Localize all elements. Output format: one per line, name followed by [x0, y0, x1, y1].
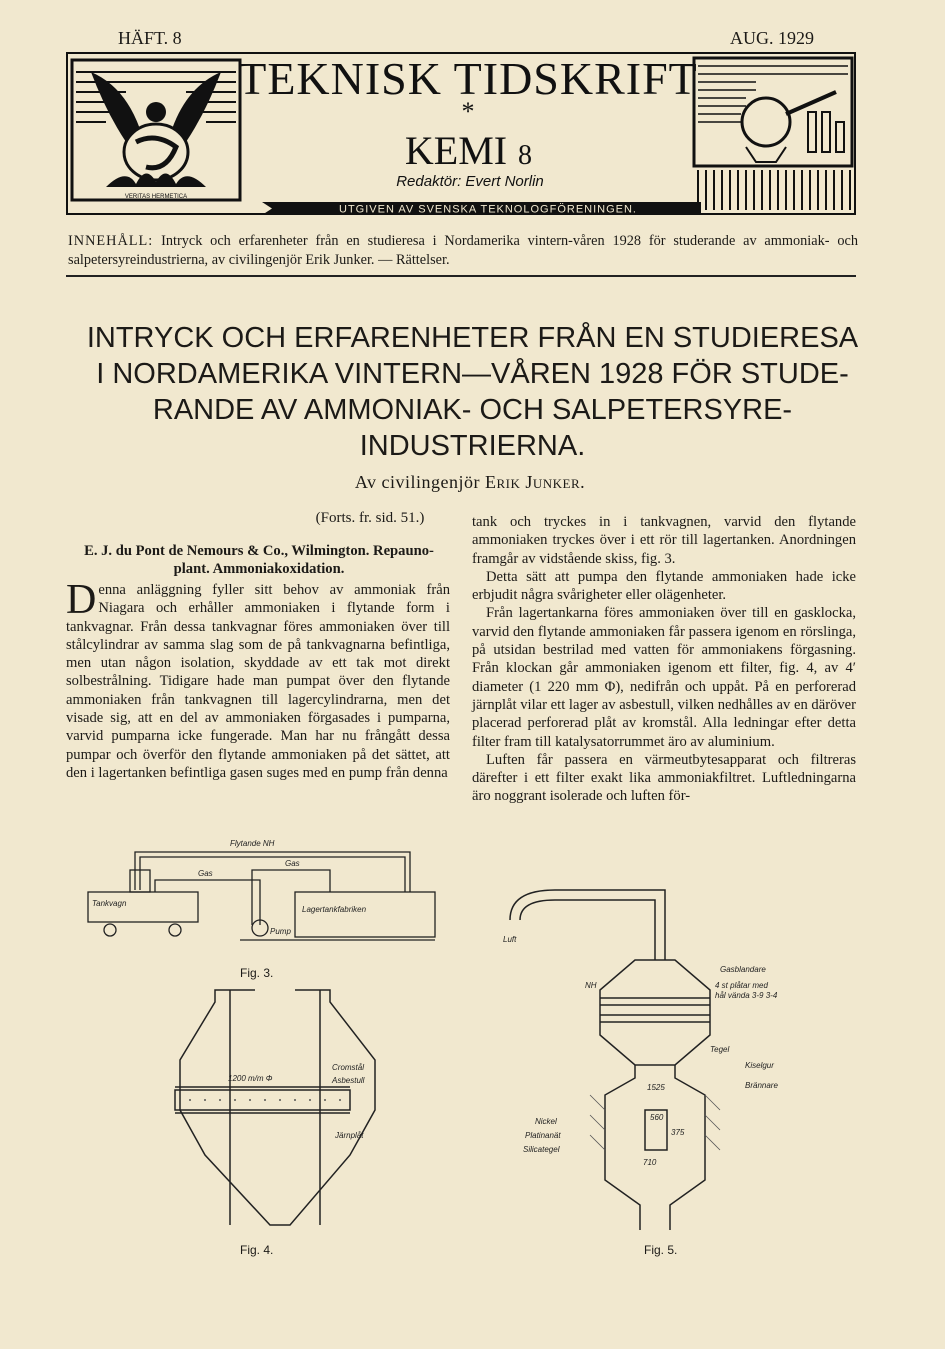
label-gauze: Gasblandare: [720, 965, 766, 974]
label-screens: 4 st plåtar med: [715, 981, 768, 990]
paragraph: tank och tryckes in i tankvagnen, varvid den flytande ammoniaken tryckes över i ett rör till lagertanken. Anordningen framgår av vidstående skiss, fig. 3.: [472, 514, 856, 567]
label-nickel: Nickel: [535, 1117, 557, 1126]
author-name: Erik Junker.: [484, 472, 586, 492]
label-asbestos: Asbestull: [332, 1076, 365, 1085]
article-title: [50, 320, 895, 464]
figure-5-diagram: [495, 880, 845, 1250]
label-nh3: NH: [585, 981, 597, 990]
paragraph: Från lagertankarna föres ammoniaken över till en gasklocka, varvid den flytande ammoniaken får passera igenom en rörslinga, på utsidan bestrilad med vatten för ammoniakens förgasning. Från klockan går ammoniaken igenom ett filter, fig. 4, av 4′ diameter (1 220 mm Φ), nedifrån och uppåt. På en perforerad järnplåt vilar ett lager av asbestull, vilken nedhålles av en däröver placerad perforerad plåt av kromstål. Alla ledningar efter detta filter fram till katalysatorrummet äro av aluminium.: [472, 605, 856, 750]
section-subheading: E. J. du Pont de Nemours & Co., Wilmington. Repauno- plant. Ammoniakoxidation.: [84, 543, 434, 577]
issue-date: AUG. 1929: [730, 28, 814, 48]
label-gas: Gas: [285, 859, 300, 868]
figure-5-caption: Fig. 5.: [644, 1243, 678, 1257]
author-line: Av civilingenjör Erik Junker.: [354, 472, 586, 492]
label-burner: Brännare: [745, 1081, 778, 1090]
section-title: KEMI: [404, 128, 508, 173]
paragraph: Detta sätt att pumpa den flytande ammoniaken hade icke erbjudit några svårigheter eller olägenheter.: [472, 568, 856, 604]
dimension-1525: 1525: [647, 1083, 665, 1092]
paragraph: enna anläggning fyller sitt behov av ammoniak från Niagara och erhåller ammoniaken i flytande form i tankvagnar. Från dessa tankvagnar föres ammoniaken över till stålcylindrar av samma slag som de på tankvagnarna befintliga, men utan någon isolation, skyddade av ett tak mot direkt solbestrålning. Tidigare hade man pumpat över den flytande ammoniaken från tankvagnen till lagercylindrarna, men det visade sig, att en del av ammoniaken förgasades i pumparna, varvid pumparna icke fungerade. Man har nu frångått dessa pumpar och överför den flytande ammoniaken på det sättet, att den i lagertanken befintliga gasen suges med en pump från denna: [66, 582, 450, 781]
figure-4-caption: Fig. 4.: [240, 1243, 274, 1257]
paragraph: Luften får passera en värmeutbytesapparat och filtreras därefter i ett filter exakt lika ammoniakfiltret. Luftledningarna äro noggrant isolerade och luften för-: [472, 751, 856, 805]
title-line: INDUSTRIERNA.: [359, 430, 586, 462]
figure-3-diagram: [80, 830, 440, 955]
label-air: Luft: [503, 935, 517, 944]
figure-4-diagram: [170, 980, 410, 1235]
label-diameter: 1200 m/m Φ: [228, 1074, 273, 1083]
dimension-710: 710: [643, 1158, 657, 1167]
continued-note: (Forts. fr. sid. 51.): [315, 510, 425, 526]
right-column-text: [472, 513, 856, 806]
svg-text:VERITAS HERMETICA: VERITAS HERMETICA: [124, 194, 188, 200]
editor-line: Redaktör: Evert Norlin: [396, 173, 544, 190]
section-number: 8: [518, 140, 532, 171]
label-tank-car: Tankvagn: [92, 899, 127, 908]
title-line: RANDE AV AMMONIAK- OCH SALPETERSYRE-: [152, 394, 793, 426]
label-brick: Tegel: [710, 1045, 730, 1054]
title-line: INTRYCK OCH ERFARENHETER FRÅN EN STUDIERESA: [86, 322, 859, 354]
left-column-text: [66, 577, 450, 782]
label-platinum: Platinanät: [525, 1131, 561, 1140]
label-silica: Kiselgur: [745, 1061, 774, 1070]
lab-flask-emblem-icon: [694, 58, 852, 210]
label-liquid-nh3: Flytande NH: [230, 839, 275, 848]
label-silica-tube: Silicategel: [523, 1145, 560, 1154]
contents-text: Intryck och erfarenheter från en studieresa i Nordamerika vintern-våren 1928 för studerande av ammoniak- och salpetersyreindustrierna, av civilingenjör Erik Junker. — Rättelser.: [68, 233, 858, 268]
masthead: [66, 52, 856, 215]
title-line: I NORDAMERIKA VINTERN—VÅREN 1928 FÖR STUDE-: [96, 358, 849, 390]
dimension-375: 375: [671, 1128, 685, 1137]
label-chrome-steel: Cromstål: [332, 1063, 365, 1072]
drop-cap: D: [66, 577, 97, 623]
contents-label: INNEHÅLL:: [68, 233, 154, 249]
label-iron-plate: Järnplåt: [335, 1131, 364, 1140]
label-screens-2: hål vända 3-9 3-4: [715, 991, 778, 1000]
table-of-contents: [68, 232, 858, 270]
contents-divider: [66, 275, 856, 277]
phoenix-emblem-icon: [72, 60, 240, 200]
issue-number: HÄFT. 8: [118, 28, 182, 48]
publisher-banner: UTGIVEN AV SVENSKA TEKNOLOGFÖRENINGEN.: [339, 203, 637, 215]
journal-title: TEKNISK TIDSKRIFT: [238, 53, 698, 104]
dimension-560: 560: [650, 1113, 664, 1122]
label-pump: Pump: [270, 927, 291, 936]
label-gas: Gas: [198, 869, 213, 878]
title-star: *: [461, 97, 475, 126]
figure-3-caption: Fig. 3.: [240, 966, 274, 980]
label-storage-tank: Lagertankfabriken: [302, 905, 367, 914]
